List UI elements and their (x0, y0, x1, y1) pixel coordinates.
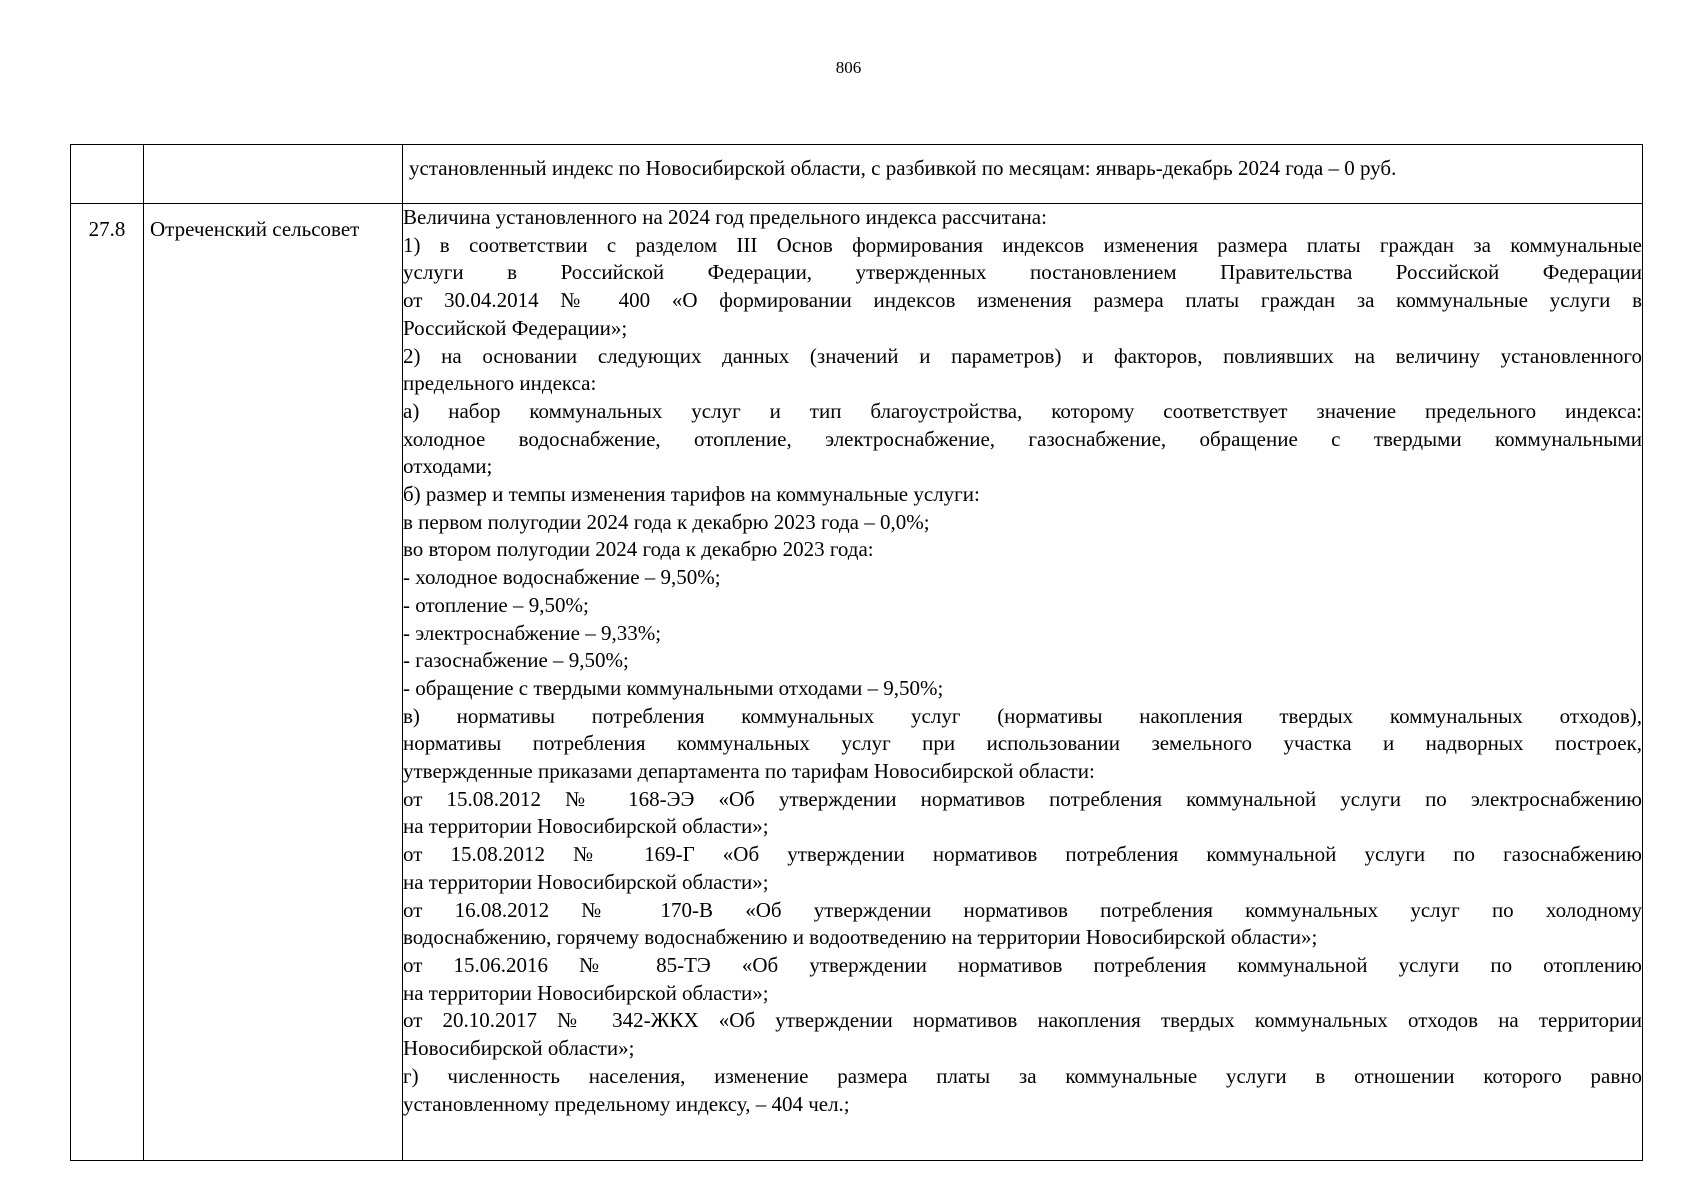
description-line: предельного индекса: (403, 371, 597, 396)
description-line: холодное водоснабжение, отопление, электроснабжение, газоснабжение, обращение с твердыми коммунальными (403, 426, 1642, 451)
description-line: - отопление – 9,50%; (403, 592, 589, 617)
description-line: в) нормативы потребления коммунальных услуг (нормативы накопления твердых коммунальных отходов), (403, 703, 1642, 728)
description-line: б) размер и темпы изменения тарифов на коммунальные услуги: (403, 482, 980, 507)
index-table (70, 144, 1643, 1161)
description-line: от 15.06.2016 № 85-ТЭ «Об утверждении нормативов потребления коммунальной услуги по отоплению (403, 952, 1642, 977)
description-line: Величина установленного на 2024 год предельного индекса рассчитана: (403, 205, 1047, 229)
description-lines (403, 204, 1642, 1118)
description-line: а) набор коммунальных услуг и тип благоустройства, которому соответствует значение предельного индекса: (403, 398, 1642, 423)
description-line: Новосибирской области»; (403, 1036, 635, 1061)
description-line: 1) в соответствии с разделом III Основ формирования индексов изменения размера платы граждан за коммунальные (403, 232, 1642, 257)
description-line: от 20.10.2017 № 342-ЖКХ «Об утверждении нормативов накопления твердых коммунальных отходов на территории (403, 1008, 1642, 1033)
description-line: на территории Новосибирской области»; (403, 869, 769, 894)
continuation-name-cell (144, 145, 403, 204)
description-line: от 30.04.2014 № 400 «О формировании индексов изменения размера платы граждан за коммунальные услуги в (403, 288, 1642, 313)
description-line: водоснабжению, горячему водоснабжению и водоотведению на территории Новосибирской области»; (403, 925, 1318, 950)
description-line: установленному предельному индексу, – 404 чел.; (403, 1091, 850, 1116)
description-line: Российской Федерации»; (403, 315, 628, 340)
page-number: 806 (835, 58, 862, 77)
description-line: 2) на основании следующих данных (значений и параметров) и факторов, повлиявших на величину установленного (403, 343, 1642, 368)
description-line: отходами; (403, 454, 493, 479)
description-line: - обращение с твердыми коммунальными отходами – 9,50%; (403, 675, 944, 700)
description-line: нормативы потребления коммунальных услуг при использовании земельного участка и надворных построек, (403, 731, 1642, 756)
row-number: 27.8 (71, 204, 144, 1161)
description-line: г) численность населения, изменение размера платы за коммунальные услуги в отношении которого равно (403, 1063, 1642, 1088)
calculation-description (403, 204, 1643, 1161)
description-line: на территории Новосибирской области»; (403, 980, 769, 1005)
municipality-name: Отреченский сельсовет (144, 204, 403, 1161)
table-row (71, 204, 1643, 1161)
description-line: - газоснабжение – 9,50%; (403, 648, 629, 673)
description-line: - электроснабжение – 9,33%; (403, 620, 662, 645)
description-line: на территории Новосибирской области»; (403, 814, 769, 839)
continuation-text: установленный индекс по Новосибирской области, с разбивкой по месяцам: январь-декабрь 2024 года – 0 руб. (403, 145, 1643, 204)
description-line: от 16.08.2012 № 170-В «Об утверждении нормативов потребления коммунальных услуг по холодному (403, 897, 1642, 922)
description-line: от 15.08.2012 № 168-ЭЭ «Об утверждении нормативов потребления коммунальной услуги по электроснабжению (403, 786, 1642, 811)
description-line: от 15.08.2012 № 169-Г «Об утверждении нормативов потребления коммунальной услуги по газоснабжению (403, 842, 1642, 867)
description-line: услуги в Российской Федерации, утвержденных постановлением Правительства Российской Федерации (403, 260, 1642, 285)
description-line: - холодное водоснабжение – 9,50%; (403, 565, 721, 590)
continuation-row (71, 145, 1643, 204)
description-line: утвержденные приказами департамента по тарифам Новосибирской области: (403, 759, 1095, 784)
continuation-number-cell (71, 145, 144, 204)
description-line: во втором полугодии 2024 года к декабрю 2023 года: (403, 537, 874, 562)
description-line: в первом полугодии 2024 года к декабрю 2023 года – 0,0%; (403, 509, 930, 534)
